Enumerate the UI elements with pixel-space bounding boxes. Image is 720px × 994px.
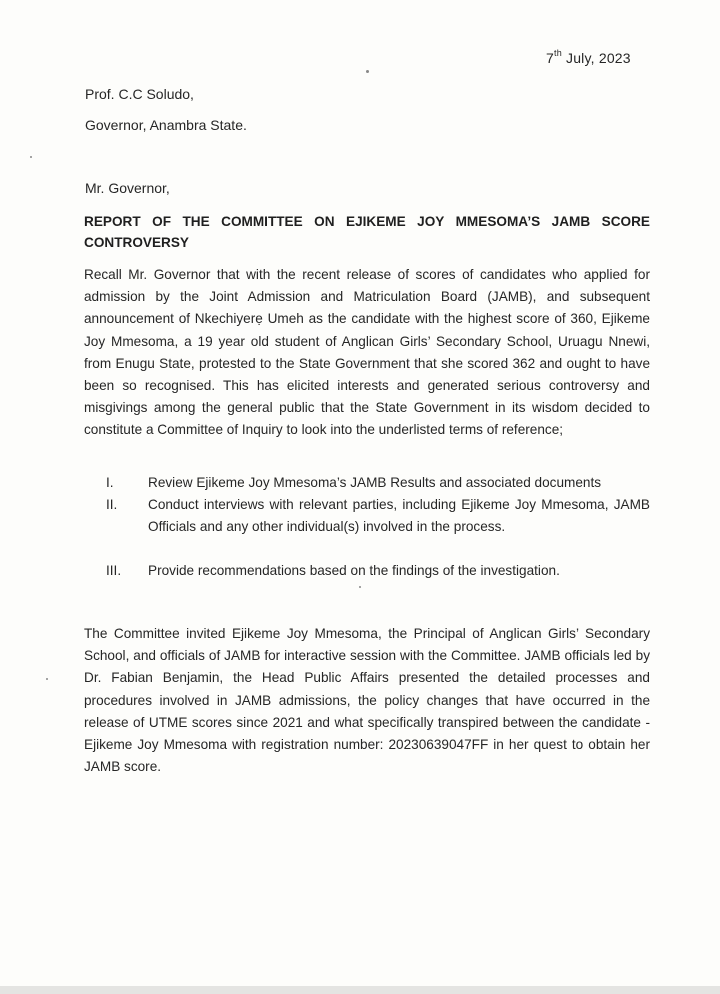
term-text: Review Ejikeme Joy Mmesoma’s JAMB Results and associated documents — [148, 475, 602, 490]
term-number: II. — [106, 497, 118, 512]
bottom-edge — [0, 986, 720, 994]
committee-paragraph: The Committee invited Ejikeme Joy Mmesoma, the Principal of Anglican Girls’ Secondary School, and officials of JAMB for interactive session with the Committee. JAMB officials led by Dr. Fabian Benjamin, the Head Public Affairs presented the detailed processes and procedures involved in JAMB admissions, the policy changes that have occurred in the release of UTME scores since 2021 and what specifically transpired between the candidate - Ejikeme Joy Mmesoma with registration number: 20230639047FF in her quest to obtain her JAMB score. — [84, 626, 650, 775]
paper-speck — [46, 678, 48, 680]
salutation: Mr. Governor, — [85, 180, 170, 196]
date-day: 7 — [546, 50, 554, 66]
term-number: I. — [106, 475, 114, 490]
date-rest: July, 2023 — [561, 50, 631, 66]
recipient-name: Prof. C.C Soludo, — [85, 86, 194, 102]
paper-speck — [30, 156, 32, 158]
report-title: REPORT OF THE COMMITTEE ON EJIKEME JOY MMESOMA’S JAMB SCORE CONTROVERSY — [84, 214, 650, 250]
paper-speck — [366, 70, 369, 73]
letter-date — [546, 50, 631, 66]
paper-speck — [359, 586, 361, 588]
term-number: III. — [106, 563, 122, 578]
date-suffix: th — [554, 48, 562, 58]
intro-paragraph: Recall Mr. Governor that with the recent release of scores of candidates who applied for admission by the Joint Admission and Matriculation Board (JAMB), and subsequent announcement of Nkechiyerẹ Umeh as the candidate with the highest score of 360, Ejikeme Joy Mmesoma, a 19 year old student of Anglican Girls’ Secondary School, Uruagu Nnewi, from Enugu State, protested to the State Government that she scored 362 and ought to have been so recognised. This has elicited interests and generated serious controversy and misgivings among the general public that the State Government in its wisdom decided to constitute a Committee of Inquiry to look into the underlisted terms of reference; — [84, 267, 650, 438]
term-text: Conduct interviews with relevant parties, including Ejikeme Joy Mmesoma, JAMB Officials and any other individual(s) involved in the process. — [148, 497, 650, 535]
recipient-title: Governor, Anambra State. — [85, 117, 247, 133]
term-text: Provide recommendations based on the findings of the investigation. — [148, 563, 560, 578]
